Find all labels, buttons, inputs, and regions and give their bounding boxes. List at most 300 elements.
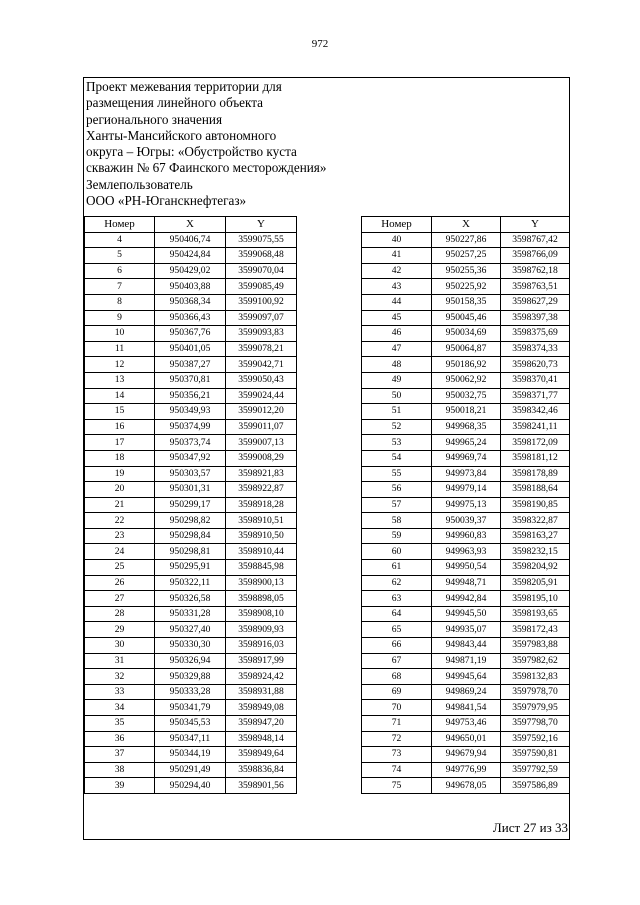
cell-number: 40 [362,232,432,248]
cell-x: 950366,43 [155,310,226,326]
cell-y: 3598762,18 [501,263,570,279]
cell-y: 3598918,28 [226,497,297,513]
cell-number: 64 [362,606,432,622]
cell-number: 47 [362,341,432,357]
cell-y: 3598931,88 [226,684,297,700]
cell-x: 950345,53 [155,716,226,732]
cell-number: 39 [85,778,155,794]
cell-y: 3597798,70 [501,716,570,732]
cell-y: 3597586,89 [501,778,570,794]
cell-x: 949650,01 [432,731,501,747]
cell-x: 950291,49 [155,762,226,778]
cell-y: 3599078,21 [226,341,297,357]
table-row [85,372,297,388]
cell-number: 16 [85,419,155,435]
cell-y: 3598195,10 [501,591,570,607]
cell-x: 950368,34 [155,294,226,310]
column-header-y: Y [501,217,570,233]
cell-y: 3599097,07 [226,310,297,326]
table-row [85,341,297,357]
cell-x: 950257,25 [432,248,501,264]
table-row [85,622,297,638]
cell-number: 44 [362,294,432,310]
cell-x: 950225,92 [432,279,501,295]
cell-y: 3598342,46 [501,404,570,420]
title-line: ООО «РН-Юганскнефтегаз» [86,193,247,209]
cell-number: 55 [362,466,432,482]
cell-x: 950429,02 [155,263,226,279]
table-row [362,450,570,466]
cell-y: 3598910,50 [226,528,297,544]
table-row [85,248,297,264]
title-line: Землепользователь [86,176,193,192]
cell-number: 41 [362,248,432,264]
cell-y: 3599007,13 [226,435,297,451]
cell-number: 61 [362,560,432,576]
cell-number: 19 [85,466,155,482]
table-row [85,466,297,482]
table-row [362,341,570,357]
cell-y: 3598172,09 [501,435,570,451]
cell-y: 3598371,77 [501,388,570,404]
coordinates-table-right [361,216,570,794]
cell-y: 3598178,89 [501,466,570,482]
cell-number: 14 [85,388,155,404]
cell-number: 6 [85,263,155,279]
cell-y: 3598917,99 [226,653,297,669]
title-line: регионального значения [86,111,223,127]
cell-x: 949948,71 [432,575,501,591]
table-row [85,591,297,607]
cell-x: 950373,74 [155,435,226,451]
table-row [362,716,570,732]
cell-x: 950298,82 [155,513,226,529]
table-row [362,482,570,498]
cell-x: 949841,54 [432,700,501,716]
cell-number: 13 [85,372,155,388]
table-row [85,653,297,669]
table-row [362,466,570,482]
cell-number: 9 [85,310,155,326]
cell-y: 3597592,16 [501,731,570,747]
cell-number: 45 [362,310,432,326]
table-row [85,544,297,560]
cell-number: 36 [85,731,155,747]
cell-y: 3599042,71 [226,357,297,373]
cell-y: 3597978,70 [501,684,570,700]
cell-number: 43 [362,279,432,295]
table-row [362,248,570,264]
cell-y: 3598949,64 [226,747,297,763]
cell-x: 949753,46 [432,716,501,732]
cell-x: 950374,99 [155,419,226,435]
cell-number: 7 [85,279,155,295]
table-row [85,435,297,451]
cell-y: 3599070,04 [226,263,297,279]
cell-y: 3598397,38 [501,310,570,326]
table-row [362,279,570,295]
table-row [85,419,297,435]
table-row [85,669,297,685]
cell-x: 950370,81 [155,372,226,388]
table-row [85,326,297,342]
cell-number: 48 [362,357,432,373]
table-row [362,622,570,638]
cell-number: 20 [85,482,155,498]
table-row [85,482,297,498]
cell-number: 69 [362,684,432,700]
cell-number: 8 [85,294,155,310]
cell-y: 3598374,33 [501,341,570,357]
cell-number: 62 [362,575,432,591]
cell-number: 17 [85,435,155,451]
cell-number: 25 [85,560,155,576]
cell-x: 950347,92 [155,450,226,466]
table-row [362,762,570,778]
document-title [86,79,386,209]
cell-number: 74 [362,762,432,778]
sheet-number: Лист 27 из 33 [492,820,568,835]
table-row [362,310,570,326]
cell-y: 3598627,29 [501,294,570,310]
table-row [362,419,570,435]
cell-x: 950406,74 [155,232,226,248]
cell-x: 949945,50 [432,606,501,622]
cell-number: 54 [362,450,432,466]
table-row [362,357,570,373]
column-header-number: Номер [85,217,155,233]
cell-y: 3598900,13 [226,575,297,591]
cell-x: 950039,37 [432,513,501,529]
table-row [85,716,297,732]
cell-number: 28 [85,606,155,622]
table-row [85,762,297,778]
cell-y: 3598910,51 [226,513,297,529]
cell-number: 15 [85,404,155,420]
cell-x: 950403,88 [155,279,226,295]
table-row [362,435,570,451]
cell-number: 4 [85,232,155,248]
cell-x: 950326,58 [155,591,226,607]
cell-y: 3598947,20 [226,716,297,732]
table-row [85,310,297,326]
table-row [362,326,570,342]
column-header-x: X [432,217,501,233]
table-row [85,638,297,654]
cell-number: 27 [85,591,155,607]
cell-x: 949963,93 [432,544,501,560]
table-row [362,778,570,794]
cell-x: 949965,24 [432,435,501,451]
cell-number: 32 [85,669,155,685]
title-line: Проект межевания территории для [86,79,282,94]
cell-y: 3598948,14 [226,731,297,747]
cell-number: 37 [85,747,155,763]
cell-x: 950333,28 [155,684,226,700]
cell-y: 3598763,51 [501,279,570,295]
cell-number: 51 [362,404,432,420]
cell-number: 10 [85,326,155,342]
title-line: размещения линейного объекта [86,95,264,111]
table-row [85,294,297,310]
cell-x: 949776,99 [432,762,501,778]
cell-x: 950331,28 [155,606,226,622]
table-row [362,372,570,388]
table-row [85,778,297,794]
cell-x: 950322,11 [155,575,226,591]
cell-x: 949960,83 [432,528,501,544]
cell-number: 23 [85,528,155,544]
cell-x: 950064,87 [432,341,501,357]
cell-x: 950303,57 [155,466,226,482]
table-row [85,388,297,404]
cell-number: 66 [362,638,432,654]
table-row [85,279,297,295]
cell-number: 67 [362,653,432,669]
cell-y: 3598232,15 [501,544,570,560]
cell-x: 950344,19 [155,747,226,763]
cell-number: 34 [85,700,155,716]
table-row [85,232,297,248]
cell-x: 950034,69 [432,326,501,342]
cell-y: 3598190,85 [501,497,570,513]
cell-number: 60 [362,544,432,560]
cell-x: 950018,21 [432,404,501,420]
cell-number: 50 [362,388,432,404]
cell-y: 3598620,73 [501,357,570,373]
cell-number: 26 [85,575,155,591]
cell-x: 949678,05 [432,778,501,794]
table-row [362,560,570,576]
cell-x: 949935,07 [432,622,501,638]
cell-x: 949679,94 [432,747,501,763]
coordinates-table-left [84,216,297,794]
table-row [85,357,297,373]
cell-y: 3598908,10 [226,606,297,622]
cell-number: 38 [85,762,155,778]
cell-number: 46 [362,326,432,342]
cell-x: 949843,44 [432,638,501,654]
table-row [85,731,297,747]
table-row [85,606,297,622]
cell-y: 3599012,20 [226,404,297,420]
title-line: Ханты-Мансийского автономного [86,127,277,143]
cell-y: 3597590,81 [501,747,570,763]
cell-y: 3599075,55 [226,232,297,248]
cell-x: 950301,31 [155,482,226,498]
cell-number: 12 [85,357,155,373]
cell-y: 3598845,98 [226,560,297,576]
cell-x: 950424,84 [155,248,226,264]
cell-y: 3598924,42 [226,669,297,685]
cell-y: 3598901,56 [226,778,297,794]
cell-x: 949871,19 [432,653,501,669]
table-row [362,575,570,591]
cell-number: 11 [85,341,155,357]
table-row [362,404,570,420]
title-line: округа – Югры: «Обустройство куста [86,144,297,160]
table-row [362,653,570,669]
column-header-y: Y [226,217,297,233]
cell-x: 949979,14 [432,482,501,498]
cell-y: 3599050,43 [226,372,297,388]
cell-number: 42 [362,263,432,279]
cell-x: 950356,21 [155,388,226,404]
table-row [85,513,297,529]
table-row [362,513,570,529]
table-header-row [362,217,570,233]
page-number: 972 [311,38,329,50]
table-row [362,232,570,248]
cell-number: 29 [85,622,155,638]
table-row [362,388,570,404]
table-row [362,669,570,685]
cell-y: 3598766,09 [501,248,570,264]
table-row [85,700,297,716]
cell-y: 3598898,05 [226,591,297,607]
cell-y: 3597983,88 [501,638,570,654]
cell-x: 949973,84 [432,466,501,482]
cell-number: 57 [362,497,432,513]
cell-x: 950298,84 [155,528,226,544]
cell-x: 950032,75 [432,388,501,404]
cell-y: 3599068,48 [226,248,297,264]
cell-number: 18 [85,450,155,466]
cell-x: 950341,79 [155,700,226,716]
cell-y: 3599085,49 [226,279,297,295]
cell-y: 3598241,11 [501,419,570,435]
cell-number: 65 [362,622,432,638]
cell-x: 950227,86 [432,232,501,248]
cell-x: 950327,40 [155,622,226,638]
cell-y: 3597792,59 [501,762,570,778]
cell-y: 3598163,27 [501,528,570,544]
table-row [362,544,570,560]
cell-y: 3598375,69 [501,326,570,342]
cell-number: 59 [362,528,432,544]
cell-x: 949942,84 [432,591,501,607]
cell-y: 3598172,43 [501,622,570,638]
cell-y: 3598132,83 [501,669,570,685]
table-row [85,747,297,763]
table-row [362,638,570,654]
table-row [85,263,297,279]
cell-y: 3598836,84 [226,762,297,778]
title-line: скважин № 67 Фаинского месторождения» [86,160,327,176]
cell-y: 3598204,92 [501,560,570,576]
cell-y: 3599100,92 [226,294,297,310]
table-row [362,700,570,716]
cell-x: 950349,93 [155,404,226,420]
cell-y: 3598188,64 [501,482,570,498]
table-row [362,497,570,513]
cell-y: 3598322,87 [501,513,570,529]
cell-x: 950186,92 [432,357,501,373]
table-row [85,684,297,700]
cell-y: 3598949,08 [226,700,297,716]
cell-number: 52 [362,419,432,435]
cell-number: 58 [362,513,432,529]
cell-x: 950062,92 [432,372,501,388]
cell-y: 3598205,91 [501,575,570,591]
table-row [362,606,570,622]
cell-number: 70 [362,700,432,716]
cell-number: 68 [362,669,432,685]
cell-y: 3599011,07 [226,419,297,435]
cell-x: 949969,74 [432,450,501,466]
cell-y: 3598370,41 [501,372,570,388]
cell-x: 950298,81 [155,544,226,560]
cell-number: 24 [85,544,155,560]
cell-x: 950330,30 [155,638,226,654]
table-row [362,294,570,310]
cell-y: 3597982,62 [501,653,570,669]
cell-x: 949945,64 [432,669,501,685]
cell-y: 3598921,83 [226,466,297,482]
cell-x: 950294,40 [155,778,226,794]
cell-y: 3598767,42 [501,232,570,248]
cell-y: 3599008,29 [226,450,297,466]
table-row [85,450,297,466]
cell-x: 950255,36 [432,263,501,279]
cell-y: 3598922,87 [226,482,297,498]
cell-x: 949950,54 [432,560,501,576]
cell-number: 73 [362,747,432,763]
table-header-row [85,217,297,233]
cell-y: 3599024,44 [226,388,297,404]
cell-number: 31 [85,653,155,669]
table-row [85,404,297,420]
cell-number: 30 [85,638,155,654]
table-row [85,575,297,591]
cell-y: 3599093,83 [226,326,297,342]
cell-number: 63 [362,591,432,607]
cell-number: 5 [85,248,155,264]
cell-x: 950387,27 [155,357,226,373]
table-row [85,528,297,544]
column-header-x: X [155,217,226,233]
cell-number: 72 [362,731,432,747]
cell-x: 949968,35 [432,419,501,435]
cell-x: 950295,91 [155,560,226,576]
table-row [362,591,570,607]
cell-x: 950347,11 [155,731,226,747]
cell-x: 950401,05 [155,341,226,357]
cell-x: 950367,76 [155,326,226,342]
cell-x: 949869,24 [432,684,501,700]
cell-x: 949975,13 [432,497,501,513]
cell-y: 3598193,65 [501,606,570,622]
cell-number: 75 [362,778,432,794]
cell-x: 950326,94 [155,653,226,669]
cell-number: 35 [85,716,155,732]
cell-x: 950158,35 [432,294,501,310]
cell-number: 21 [85,497,155,513]
cell-y: 3598916,03 [226,638,297,654]
column-header-number: Номер [362,217,432,233]
table-row [85,497,297,513]
cell-x: 950299,17 [155,497,226,513]
cell-number: 33 [85,684,155,700]
cell-y: 3597979,95 [501,700,570,716]
cell-y: 3598909,93 [226,622,297,638]
cell-number: 49 [362,372,432,388]
cell-y: 3598910,44 [226,544,297,560]
cell-number: 22 [85,513,155,529]
table-row [362,731,570,747]
table-row [362,747,570,763]
cell-number: 53 [362,435,432,451]
